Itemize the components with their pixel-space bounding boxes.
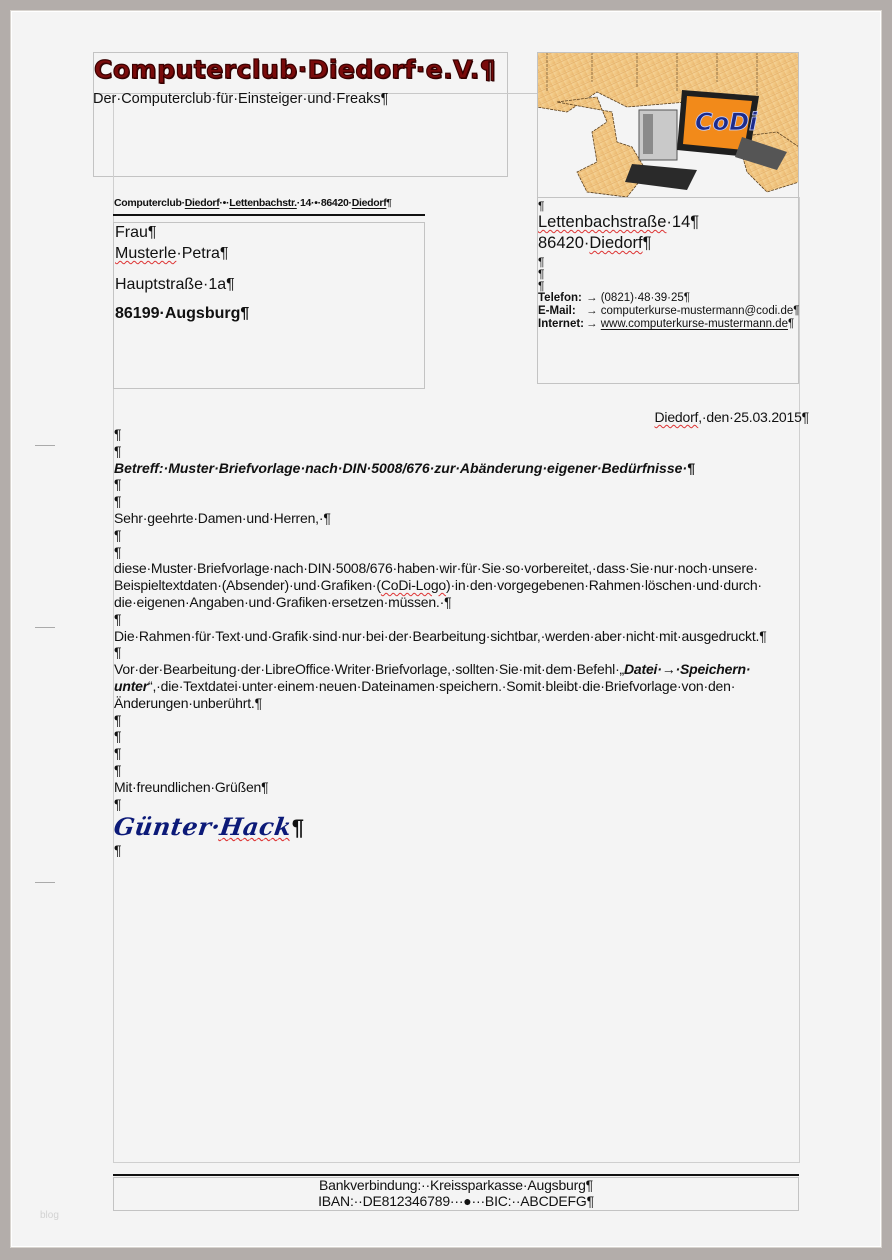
contact-email: E-Mail: → computerkurse-mustermann@codi.de¶: [538, 305, 800, 317]
footer-iban: IBAN:··DE812346789···●···BIC:··ABCDEFG¶: [318, 1193, 594, 1209]
empty-paragraph: ¶: [114, 526, 122, 543]
contact-website: Internet: → www.computerkurse-mustermann.de¶: [538, 318, 795, 330]
empty-paragraph: ¶: [114, 493, 122, 510]
greeting: Sehr·geehrte·Damen·und·Herren,·¶: [114, 509, 331, 526]
recipient-name: Musterle·Petra¶: [115, 245, 229, 262]
signature: Günter·Hack¶: [112, 812, 304, 842]
empty-paragraph: ¶: [114, 426, 122, 442]
empty-paragraph: ¶: [114, 842, 122, 859]
empty-paragraph: ¶: [114, 442, 122, 459]
empty-paragraph: ¶: [538, 279, 545, 293]
punch-mark: [35, 627, 55, 628]
logo-divider: [537, 197, 799, 198]
watermark: blog: [40, 1210, 59, 1221]
letter-body[interactable]: [114, 426, 804, 859]
paragraph-frames-note: Die·Rahmen·für·Text·und·Grafik·sind·nur·bei·der·Bearbeitung·sichtbar,·werden·aber·nicht·mit·ausgedruckt.¶: [114, 627, 767, 644]
empty-paragraph: ¶: [114, 745, 122, 762]
fold-mark-bottom: [35, 882, 55, 883]
empty-paragraph: ¶: [114, 543, 122, 560]
empty-paragraph: ¶: [538, 255, 545, 269]
club-tagline: Der·Computerclub·für·Einsteiger·und·Freaks¶: [93, 91, 389, 107]
fold-mark-top: [35, 445, 55, 446]
sender-underline: [113, 214, 425, 216]
subject-line: Betreff:·Muster·Briefvorlage·nach·DIN·5008/676·zur·Abänderung·eigener·Bedürfnisse·¶: [114, 459, 695, 476]
contact-phone: Telefon: → (0821)·48·39·25¶: [538, 292, 690, 304]
closing-line: Mit·freundlichen·Grüßen¶: [114, 778, 269, 795]
empty-paragraph: ¶: [114, 711, 122, 728]
date-line: Diedorf,·den·25.03.2015¶: [654, 409, 809, 425]
recipient-street: Hauptstraße·1a¶: [115, 276, 235, 293]
recipient-salutation: Frau¶: [115, 224, 157, 241]
footer-bank: Bankverbindung:··Kreissparkasse·Augsburg¶: [318, 1177, 593, 1193]
empty-paragraph: ¶: [538, 199, 545, 213]
empty-paragraph: ¶: [538, 267, 545, 281]
empty-paragraph: ¶: [114, 644, 122, 661]
footer-rule: [113, 1174, 799, 1176]
empty-paragraph: ¶: [114, 728, 122, 745]
paragraph-save-instructions: Vor·der·Bearbeitung·der·LibreOffice·Writer·Briefvorlage,·sollten·Sie·mit·dem·Befehl·„Datei·→·Speichern· unter“,·die·Textdatei·unter·einem·neuen·Dateinamen·speichern.·Somit·bleibt·die·Briefvorlage·von·den· Änderungen·unberührt.¶: [114, 661, 751, 711]
sender-return-address: Computerclub·Diedorf·•·Lettenbachstr.·14·•·86420·Diedorf¶: [114, 197, 392, 209]
text-boundary-bottom: [113, 1162, 800, 1163]
club-name-heading: Computerclub·Diedorf·e.V.¶: [94, 55, 497, 84]
paragraph-intro: [114, 560, 804, 610]
contact-city: 86420·Diedorf¶: [538, 234, 652, 252]
paragraph-line: Beispieltextdaten·(Absender)·und·Grafiken·(CoDi-Logo)·in·den·vorgegebenen·Rahmen·löschen·und·durch·: [114, 577, 762, 594]
paragraph-line: diese·Muster·Briefvorlage·nach·DIN·5008/676·haben·wir·für·Sie·so·vorbereitet,·dass·Sie·nur·noch·unsere·: [114, 560, 758, 577]
empty-paragraph: ¶: [114, 610, 122, 627]
svg-text:CoDi: CoDi: [695, 108, 758, 136]
website-link[interactable]: www.computerkurse-mustermann.de: [600, 318, 788, 330]
contact-street: Lettenbachstraße·14¶: [538, 213, 700, 231]
empty-paragraph: ¶: [114, 761, 122, 778]
empty-paragraph: ¶: [114, 795, 122, 812]
paragraph-line: die·eigenen·Angaben·und·Grafiken·ersetzen·müssen.·¶: [114, 593, 452, 610]
empty-paragraph: ¶: [114, 476, 122, 493]
recipient-city: 86199·Augsburg¶: [115, 305, 250, 322]
